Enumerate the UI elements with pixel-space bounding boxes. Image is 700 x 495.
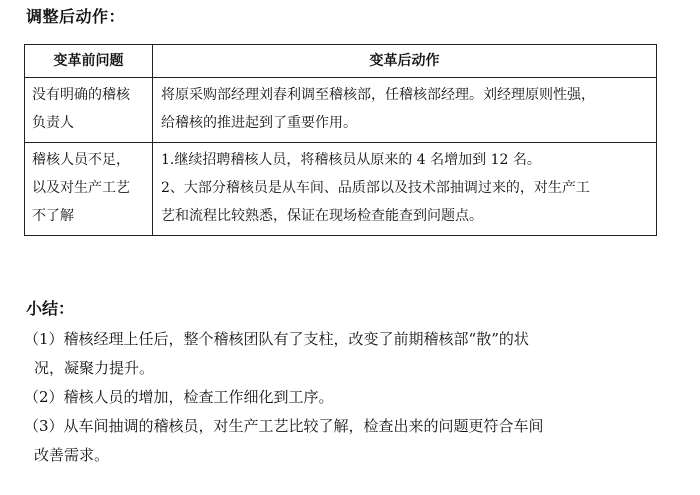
- column-header-problem: 变革前问题: [25, 45, 153, 78]
- summary-title: 小结：: [26, 299, 75, 318]
- table-row: [25, 143, 657, 236]
- action-line: 艺和流程比较熟悉，保证在现场检查能查到问题点。: [161, 208, 483, 224]
- summary-line: 况，凝聚力提升。: [34, 359, 155, 377]
- action-cell: [153, 78, 657, 143]
- section-heading-adjusted-actions: 调整后动作：: [26, 7, 126, 26]
- action-cell: [153, 143, 657, 236]
- problem-line: 稽核人员不足，: [32, 152, 130, 168]
- action-line: 将原采购部经理刘春利调至稽核部，任稽核部经理。刘经理原则性强，: [161, 87, 595, 103]
- change-table: [24, 44, 657, 236]
- table-row: [25, 78, 657, 143]
- problem-cell: [25, 143, 153, 236]
- action-line: 2、大部分稽核员是从车间、品质部以及技术部抽调过来的，对生产工: [161, 180, 590, 196]
- summary-line: （1）稽核经理上任后，整个稽核团队有了支柱，改变了前期稽核部“散”的状: [24, 330, 529, 348]
- summary-line: （3）从车间抽调的稽核员，对生产工艺比较了解，检查出来的问题更符合车间: [24, 417, 544, 435]
- problem-line: 负责人: [32, 115, 74, 131]
- problem-line: 不了解: [32, 208, 74, 224]
- summary-block: [24, 325, 664, 470]
- action-line: 1.继续招聘稽核人员，将稽核员从原来的 4 名增加到 12 名。: [161, 152, 541, 168]
- action-line: 给稽核的推进起到了重要作用。: [161, 115, 357, 131]
- summary-line: 改善需求。: [34, 446, 110, 464]
- column-header-action: 变革后动作: [153, 45, 657, 78]
- problem-line: 以及对生产工艺: [32, 180, 130, 196]
- problem-line: 没有明确的稽核: [32, 87, 130, 103]
- summary-line: （2）稽核人员的增加，检查工作细化到工序。: [24, 388, 334, 406]
- table-header-row: [25, 45, 657, 78]
- problem-cell: [25, 78, 153, 143]
